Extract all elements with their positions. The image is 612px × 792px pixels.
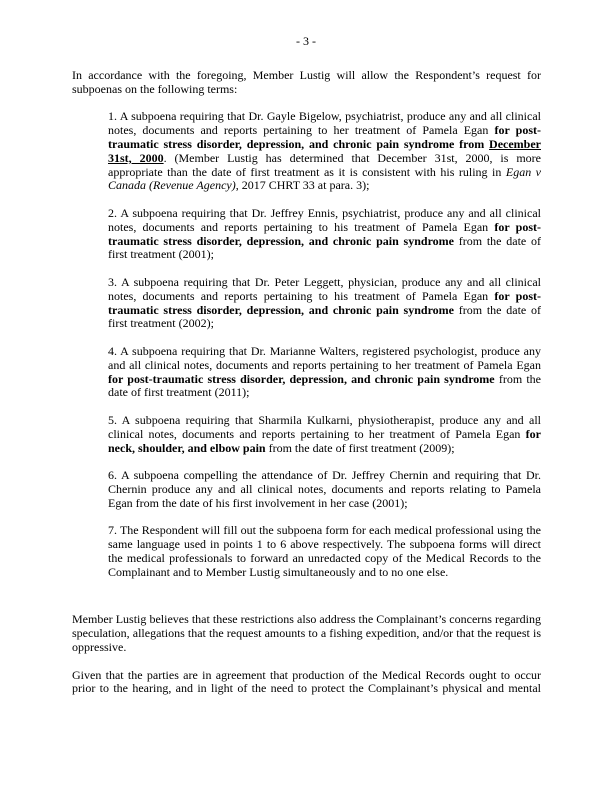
item-text: from the date of first treatment (2011); [108, 371, 541, 400]
item-number: 2. [108, 205, 117, 220]
list-item [108, 524, 541, 579]
item-text: from the date of first treatment (2002); [108, 302, 541, 331]
item-number: 6. [108, 468, 117, 483]
item-text: , 2017 CHRT 33 at para. 3); [235, 178, 370, 193]
item-number: 3. [108, 274, 117, 289]
restrictions-paragraph: Member Lustig believes that these restrictions also address the Complainant’s concerns regarding speculation, allegations that the request amounts to a fishing expedition, and/or that the request is oppressive. [72, 612, 541, 655]
item-text: A subpoena requiring that Sharmila Kulkarni, physiotherapist, produce any and all clinical notes, documents and reports pertaining to her treatment of Pamela Egan [108, 412, 541, 441]
item-text: A subpoena requiring that Dr. Gayle Bigelow, psychiatrist, produce any and all clinical notes, documents and reports pertaining to her treatment of Pamela Egan [108, 109, 541, 138]
list-item [108, 207, 541, 262]
list-item [108, 414, 541, 455]
document-body [72, 69, 541, 696]
item-bold-text: for post-traumatic stress disorder, depression, and chronic pain syndrome [108, 219, 541, 248]
item-underlined-date: December 31st, 2000 [108, 136, 541, 165]
item-text: A subpoena compelling the attendance of Dr. Jeffrey Chernin and requiring that Dr. Chernin produce any and all clinical notes, documents and reports relating to Pamela Egan from the date of his first involvement in her case (2001); [108, 468, 541, 510]
item-text: A subpoena requiring that Dr. Marianne Walters, registered psychologist, produce any and all clinical notes, documents and reports pertaining to her treatment of Pamela Egan [108, 343, 541, 372]
given-paragraph: Given that the parties are in agreement that production of the Medical Records ought to occur prior to the hearing, and in light of the need to protect the Complainant’s physical and mental [72, 667, 541, 696]
item-bold-text: for post-traumatic stress disorder, depression, and chronic pain syndrome [108, 371, 495, 386]
list-item [108, 276, 541, 331]
list-item [108, 469, 541, 510]
item-text: A subpoena requiring that Dr. Jeffrey Ennis, psychiatrist, produce any and all clinical notes, documents and reports pertaining to his treatment of Pamela Egan [108, 205, 541, 234]
list-item [108, 110, 541, 193]
item-number: 4. [108, 343, 117, 358]
item-text: A subpoena requiring that Dr. Peter Leggett, physician, produce any and all clinical notes, documents and reports pertaining to his treatment of Pamela Egan [108, 274, 541, 303]
item-text: from the date of first treatment (2009); [265, 440, 455, 455]
item-text: The Respondent will fill out the subpoena form for each medical professional using the same language used in points 1 to 6 above respectively. The subpoena forms will direct the medical professionals to forward an unredacted copy of the Medical Records to the Complainant and to Member Lustig simultaneously and to no one else. [108, 523, 541, 579]
item-text: from the date of first treatment (2001); [108, 233, 541, 262]
item-bold-text: for neck, shoulder, and elbow pain [108, 426, 541, 455]
subpoena-terms-list [72, 110, 541, 579]
item-bold-text: for post-traumatic stress disorder, depression, and chronic pain syndrome [108, 288, 541, 317]
item-number: 7. [108, 523, 117, 538]
case-citation: Egan v Canada (Revenue Agency) [108, 164, 541, 193]
item-number: 5. [108, 412, 117, 427]
item-number: 1. [108, 109, 117, 124]
page-number: - 3 - [296, 34, 316, 48]
item-bold-text: for post-traumatic stress disorder, depression, and chronic pain syndrome from [108, 123, 541, 151]
list-item [108, 345, 541, 400]
item-text: . (Member Lustig has determined that December 31st, 2000, is more appropriate than the date of first treatment as it is consistent with his ruling in [108, 150, 542, 179]
intro-paragraph: In accordance with the foregoing, Member Lustig will allow the Respondent’s request for subpoenas on the following terms: [72, 68, 541, 96]
